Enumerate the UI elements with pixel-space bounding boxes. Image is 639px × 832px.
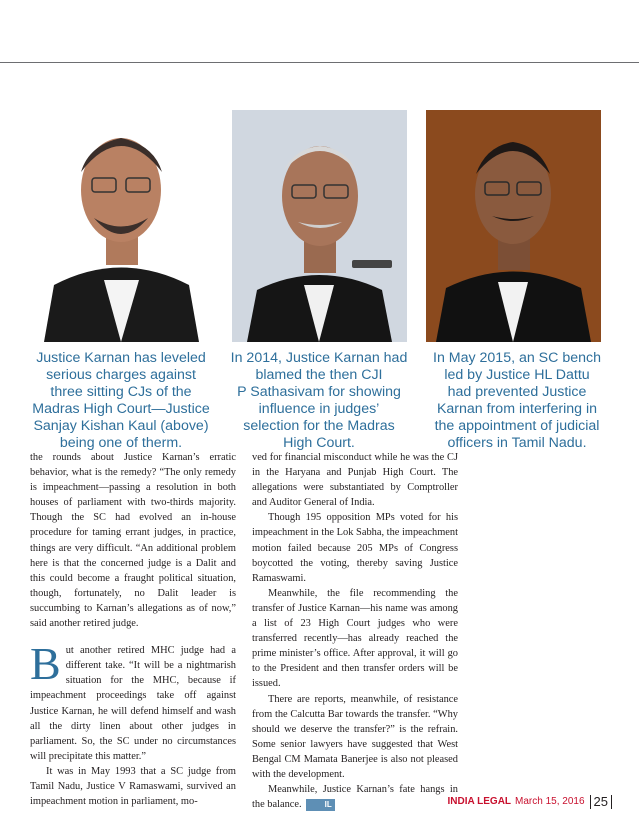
issue-date: March 15, 2016 (515, 796, 585, 807)
article-column-right (252, 450, 458, 812)
paragraph: There are reports, meanwhile, of resistance from the Calcutta Bar towards the transfer. “Why should we deserve the transfer?” is the refrain. Some senior lawyers have suggested that West Bengal CM Mamata Banerjee is also not pleased with the development. (252, 693, 458, 780)
portrait-photo-icon (34, 110, 209, 342)
portrait-photo-icon (232, 110, 407, 342)
paragraph-text: Meanwhile, Justice Karnan’s fate hangs in the balance. (252, 784, 458, 811)
photo-caption-2: In 2014, Justice Karnan had blamed the then CJI P Sathasivam for showing influence in judges’ selection for the Madras High Court. (230, 350, 408, 451)
portrait-photo-icon (426, 110, 601, 342)
photo-caption-3: In May 2015, an SC bench led by Justice HL Dattu had prevented Justice Karnan from interfering in the appointment of judicial officers in Tamil Nadu. (433, 350, 601, 451)
drop-cap: B (30, 638, 61, 690)
portrait-photo-kaul (34, 110, 209, 342)
divider (590, 795, 591, 809)
portrait-photo-dattu (426, 110, 601, 342)
page-footer (448, 794, 615, 809)
paragraph: Meanwhile, the file recommending the transfer of Justice Karnan—his name was among a list of 23 High Court judges who were transferred recently—has already reached the prime minister’s office. After approval, it will go to the President and then transfer orders will be issued. (252, 587, 458, 690)
paragraph: Though 195 opposition MPs voted for his impeachment in the Lok Sabha, the impeachment motion failed because 205 MPs of Congress boycotted the voting, thereby saving Justice Ramaswami. (252, 512, 458, 584)
paragraph-with-dropcap (30, 638, 236, 764)
divider (611, 795, 612, 809)
paragraph: the rounds about Justice Karnan’s erratic behavior, what is the remedy? “The only remedy is impeachment—passing a resolution in both houses of parliament with two-thirds majority. Though the SC had evolved an in-house procedure for taming errant judges, in practice, things are very difficult. “An additional problem here is that the concerned judge is a Dalit and this could become a fraught political situation, though, fortunately, no Dalit leader is succumbing to Karnan’s allegations as of now,” said another retired judge. (30, 452, 236, 630)
photo-caption-1: Justice Karnan has leveled serious charges against three sitting CJs of the Madras High Court—Justice Sanjay Kishan Kaul (above) being one of therm. (32, 350, 210, 451)
top-rule (0, 62, 639, 63)
closing-paragraph (252, 782, 458, 812)
page-number: 25 (593, 794, 608, 809)
paragraph: ved for financial misconduct while he was the CJ in the Haryana and Punjab High Court. The allegations were substantiated by Comptroller and Auditor General of India. (252, 452, 458, 509)
publication-name: INDIA LEGAL (447, 796, 512, 807)
paragraph: It was in May 1993 that a SC judge from Tamil Nadu, Justice V Ramaswami, survived an impeachment motion in parliament, mo- (30, 765, 236, 808)
article-column-left (30, 450, 236, 809)
paragraph-text: ut another retired MHC judge had a different take. “It will be a nightmarish situation for the MHC, because if impeachment proceedings take off against Justice Karnan, he will defend himself and wash all the dirty linen about other judges in parliament. So, the SC under no circumstances will precipitate this matter.” (30, 645, 236, 762)
portrait-photo-sathasivam (232, 110, 407, 342)
end-mark-icon: IL (306, 799, 335, 811)
